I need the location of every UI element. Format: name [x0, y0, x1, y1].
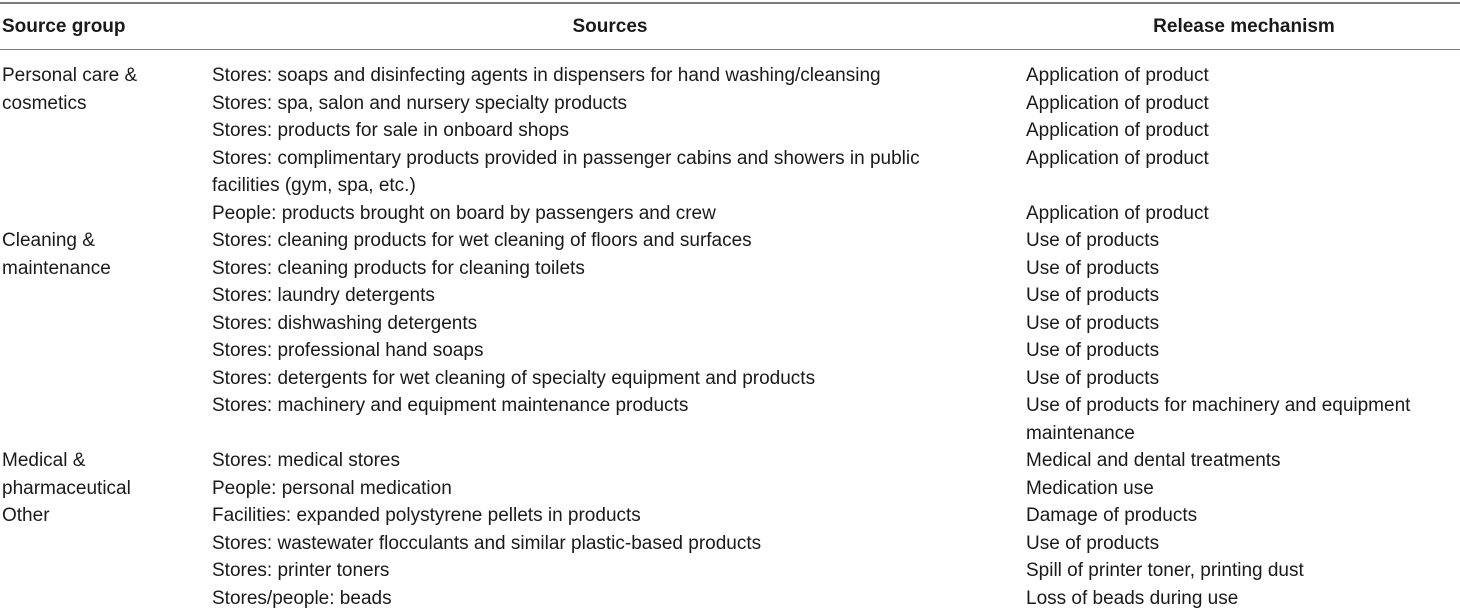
table-row [0, 255, 1460, 283]
cell-source: Stores: dishwashing detergents [212, 310, 1024, 338]
cell-release-mechanism: Use of products [1024, 337, 1460, 365]
cell-release-mechanism: Use of products [1024, 310, 1460, 338]
table-row [0, 585, 1460, 612]
cell-source-group [0, 337, 212, 365]
cell-release-mechanism: Application of product [1024, 90, 1460, 118]
table-row [0, 365, 1460, 393]
cell-source: Stores/people: beads [212, 585, 1024, 612]
cell-release-mechanism: Application of product [1024, 200, 1460, 228]
table-row [0, 117, 1460, 145]
cell-release-mechanism: Use of products [1024, 365, 1460, 393]
cell-release-mechanism: Application of product [1024, 145, 1460, 200]
cell-release-mechanism: Loss of beads during use [1024, 585, 1460, 612]
table-row [0, 227, 1460, 255]
cell-source: Stores: spa, salon and nursery specialty products [212, 90, 1024, 118]
cell-source-group [0, 200, 212, 228]
table-row [0, 282, 1460, 310]
cell-source: Stores: medical stores [212, 447, 1024, 475]
cell-source-group [0, 145, 212, 200]
table-row [0, 90, 1460, 118]
cell-source-group [0, 392, 212, 447]
cell-source-group [0, 585, 212, 612]
source-group-label: Cleaning & maintenance [2, 227, 192, 282]
source-group-label: Other [2, 502, 192, 530]
cell-source-group [0, 530, 212, 558]
table-row [0, 145, 1460, 200]
cell-source: Stores: products for sale in onboard shops [212, 117, 1024, 145]
cell-source: Stores: complimentary products provided in passenger cabins and showers in public facilities (gym, spa, etc.) [212, 145, 1024, 200]
cell-release-mechanism: Use of products for machinery and equipment maintenance [1024, 392, 1460, 447]
cell-release-mechanism: Medication use [1024, 475, 1460, 503]
table-row [0, 475, 1460, 503]
header-source-group: Source group [2, 15, 126, 39]
cell-release-mechanism: Use of products [1024, 530, 1460, 558]
table-row [0, 530, 1460, 558]
cell-source-group [0, 365, 212, 393]
cell-release-mechanism: Use of products [1024, 227, 1460, 255]
cell-source-group [0, 117, 212, 145]
table-row [0, 337, 1460, 365]
source-group-label: Medical & pharmaceutical [2, 447, 192, 502]
cell-release-mechanism: Damage of products [1024, 502, 1460, 530]
cell-release-mechanism: Spill of printer toner, printing dust [1024, 557, 1460, 585]
table-header [0, 4, 1460, 49]
cell-source: Stores: wastewater flocculants and similar plastic-based products [212, 530, 1024, 558]
header-sources: Sources [540, 15, 680, 39]
table-row [0, 200, 1460, 228]
cell-source: Stores: soaps and disinfecting agents in dispensers for hand washing/cleansing [212, 62, 1024, 90]
cell-release-mechanism: Application of product [1024, 62, 1460, 90]
cell-release-mechanism: Use of products [1024, 282, 1460, 310]
cell-release-mechanism: Use of products [1024, 255, 1460, 283]
table-row [0, 447, 1460, 475]
source-group-label: Personal care & cosmetics [2, 62, 192, 117]
cell-source: Stores: machinery and equipment maintenance products [212, 392, 1024, 447]
cell-release-mechanism: Application of product [1024, 117, 1460, 145]
cell-source: People: personal medication [212, 475, 1024, 503]
cell-source-group [0, 557, 212, 585]
cell-source: Stores: detergents for wet cleaning of specialty equipment and products [212, 365, 1024, 393]
table-row [0, 502, 1460, 530]
cell-source: People: products brought on board by passengers and crew [212, 200, 1024, 228]
table-row [0, 62, 1460, 90]
cell-source: Stores: laundry detergents [212, 282, 1024, 310]
cell-source: Stores: cleaning products for cleaning toilets [212, 255, 1024, 283]
cell-source: Stores: cleaning products for wet cleaning of floors and surfaces [212, 227, 1024, 255]
table-row [0, 392, 1460, 447]
table-row [0, 310, 1460, 338]
cell-source-group [0, 282, 212, 310]
table-row [0, 557, 1460, 585]
cell-source: Stores: printer toners [212, 557, 1024, 585]
table-body [0, 62, 1460, 612]
cell-source-group [0, 310, 212, 338]
cell-source: Facilities: expanded polystyrene pellets in products [212, 502, 1024, 530]
header-rule [0, 49, 1460, 50]
header-release-mechanism: Release mechanism [1132, 15, 1356, 39]
cell-release-mechanism: Medical and dental treatments [1024, 447, 1460, 475]
cell-source: Stores: professional hand soaps [212, 337, 1024, 365]
